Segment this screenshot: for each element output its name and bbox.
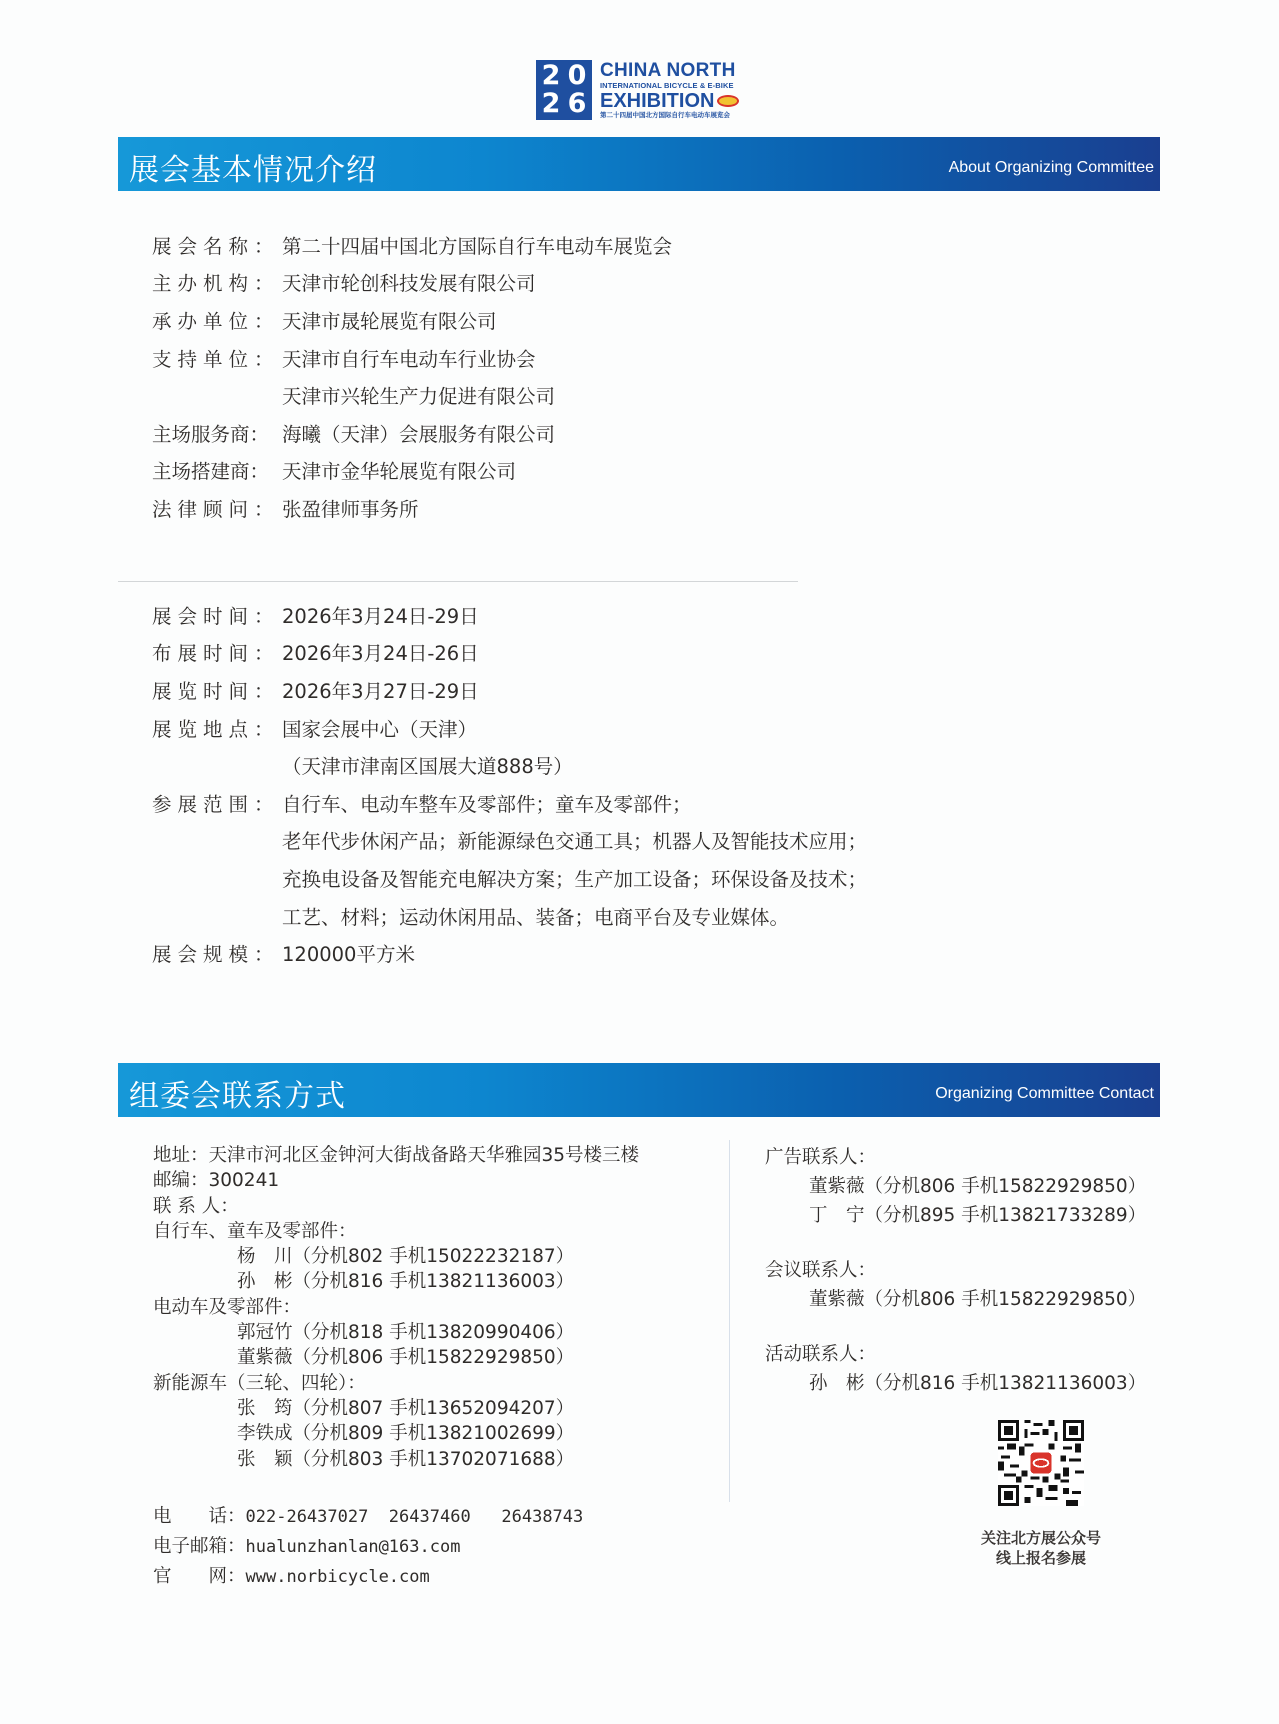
basic-info-list — [152, 226, 672, 527]
website-label: 官 网： — [153, 1565, 246, 1587]
info-row — [152, 709, 867, 747]
schedule-info-list — [152, 596, 867, 972]
section-subtitle: Organizing Committee Contact — [935, 1085, 1154, 1102]
contact-person: 郭冠竹（分机818 手机13820990406） — [237, 1322, 575, 1344]
postcode: 邮编：300241 — [153, 1170, 280, 1192]
address: 地址：天津市河北区金钟河大街战备路天华雅园35号楼三楼 — [153, 1145, 640, 1166]
logo-text — [600, 61, 739, 120]
info-value: 自行车、电动车整车及零部件；童车及零部件； — [282, 792, 692, 816]
logo-digit: 6 — [567, 88, 587, 119]
info-value: 海曦（天津）会展服务有限公司 — [282, 422, 556, 446]
info-value: 天津市金华轮展览有限公司 — [282, 460, 517, 484]
phone-value: 022-26437027 26437460 26438743 — [245, 1506, 584, 1527]
website-line — [153, 1562, 639, 1592]
contact-person: 董紫薇（分机806 手机15822929850） — [809, 1176, 1147, 1197]
group-title: 会议联系人： — [765, 1260, 877, 1281]
info-row — [152, 452, 672, 490]
email-label: 电子邮箱： — [153, 1535, 246, 1557]
section-header-about — [118, 137, 1160, 191]
phone-line — [153, 1502, 639, 1532]
info-value: 国家会展中心（天津） — [282, 717, 478, 741]
info-value: 张盈律师事务所 — [282, 497, 419, 521]
section-header-contact — [118, 1063, 1160, 1117]
logo-line3 — [600, 91, 739, 111]
contact-category: 电动车及零部件： — [153, 1296, 302, 1318]
logo-line2: INTERNATIONAL BICYCLE & E-BIKE — [600, 80, 734, 90]
contact-person: 李铁成（分机809 手机13821002699） — [237, 1423, 575, 1445]
qr-code-icon[interactable] — [997, 1420, 1085, 1506]
logo-line1: CHINA NORTH — [600, 59, 736, 81]
logo-badge-icon — [717, 95, 739, 107]
section-title: 组委会联系方式 — [129, 1079, 346, 1114]
group-title: 广告联系人： — [765, 1147, 877, 1168]
qr-caption-line1: 关注北方展公众号 — [980, 1529, 1101, 1547]
info-label: 主场搭建商： — [152, 460, 270, 484]
contact-right-column — [765, 1143, 1146, 1424]
info-row — [152, 301, 672, 339]
qr-block — [966, 1420, 1116, 1568]
phone-label: 电 话： — [153, 1505, 246, 1527]
info-value: 天津市自行车电动车行业协会 — [282, 347, 536, 371]
section-title: 展会基本情况介绍 — [129, 153, 377, 188]
info-label: 参展范围： — [152, 792, 280, 816]
contact-left-column — [153, 1143, 639, 1592]
info-value: 工艺、材料；运动休闲用品、装备；电商平台及专业媒体。 — [282, 905, 790, 929]
contact-group-advertising — [765, 1143, 1146, 1230]
info-label: 法律顾问： — [152, 497, 280, 521]
info-label: 展览地点： — [152, 717, 280, 741]
section-subtitle: About Organizing Committee — [948, 159, 1154, 176]
info-value: 天津市轮创科技发展有限公司 — [282, 272, 536, 296]
info-value: （天津市津南区国展大道888号） — [282, 755, 573, 779]
logo-digit: 2 — [541, 60, 561, 91]
info-row — [152, 634, 867, 672]
info-label: 支持单位： — [152, 347, 280, 371]
info-label: 展会规模： — [152, 943, 280, 967]
contact-person: 张 颖（分机803 手机13702071688） — [237, 1448, 575, 1470]
contact-person: 孙 彬（分机816 手机13821136003） — [237, 1271, 575, 1293]
spacer — [153, 1472, 639, 1502]
info-row — [152, 746, 867, 784]
email-line — [153, 1532, 639, 1562]
exhibition-logo — [536, 60, 739, 120]
info-value: 天津市兴轮生产力促进有限公司 — [282, 385, 556, 409]
logo-line3-text: EXHIBITION — [600, 90, 715, 112]
info-label: 展会时间： — [152, 604, 280, 628]
info-label: 展览时间： — [152, 679, 280, 703]
info-label: 布展时间： — [152, 642, 280, 666]
info-row — [152, 859, 867, 897]
contact-category: 新能源车（三轮、四轮）： — [153, 1372, 366, 1394]
column-divider — [729, 1140, 730, 1502]
info-value: 2026年3月27日-29日 — [282, 679, 479, 703]
info-row — [152, 934, 867, 972]
info-row — [152, 339, 672, 377]
logo-digit: 0 — [567, 60, 587, 91]
group-title: 活动联系人： — [765, 1344, 877, 1365]
info-value: 天津市晟轮展览有限公司 — [282, 309, 497, 333]
info-value: 老年代步休闲产品；新能源绿色交通工具；机器人及智能技术应用； — [282, 830, 868, 854]
info-value: 充换电设备及智能充电解决方案；生产加工设备；环保设备及技术； — [282, 867, 868, 891]
info-row — [152, 226, 672, 264]
info-label: 主场服务商： — [152, 422, 270, 446]
info-row — [152, 822, 867, 860]
contact-person: 董紫薇（分机806 手机15822929850） — [237, 1347, 575, 1369]
info-value: 2026年3月24日-26日 — [282, 642, 479, 666]
info-label: 主办机构： — [152, 272, 280, 296]
email-link[interactable]: hualunzhanlan@163.com — [245, 1536, 461, 1557]
contact-group-conference — [765, 1256, 1146, 1314]
info-value: 2026年3月24日-29日 — [282, 604, 479, 628]
contacts-label: 联 系 人： — [153, 1195, 239, 1217]
qr-caption — [966, 1528, 1116, 1568]
info-value: 120000平方米 — [282, 943, 415, 967]
info-row — [152, 671, 867, 709]
contact-category: 自行车、童车及零部件： — [153, 1220, 357, 1242]
info-label: 展会名称： — [152, 234, 280, 258]
contact-person: 张 筠（分机807 手机13652094207） — [237, 1397, 575, 1419]
logo-digit: 2 — [541, 88, 561, 119]
info-row — [152, 897, 867, 935]
contact-person: 杨 川（分机802 手机15022232187） — [237, 1246, 575, 1268]
info-row — [152, 376, 672, 414]
contact-person: 孙 彬（分机816 手机13821136003） — [809, 1373, 1147, 1394]
contact-person: 丁 宁（分机895 手机13821733289） — [809, 1205, 1147, 1226]
info-row — [152, 489, 672, 527]
logo-line4: 第二十四届中国北方国际自行车电动车展览会 — [600, 112, 730, 119]
info-row — [152, 414, 672, 452]
website-link[interactable]: www.norbicycle.com — [245, 1566, 430, 1587]
info-row — [152, 784, 867, 822]
info-label: 承办单位： — [152, 309, 280, 333]
logo-year-block — [536, 60, 592, 120]
section-divider — [118, 581, 798, 582]
info-value: 第二十四届中国北方国际自行车电动车展览会 — [282, 234, 673, 258]
info-row — [152, 264, 672, 302]
contact-group-events — [765, 1340, 1146, 1398]
info-row — [152, 596, 867, 634]
contact-person: 董紫薇（分机806 手机15822929850） — [809, 1289, 1147, 1310]
qr-caption-line2: 线上报名参展 — [995, 1549, 1086, 1567]
